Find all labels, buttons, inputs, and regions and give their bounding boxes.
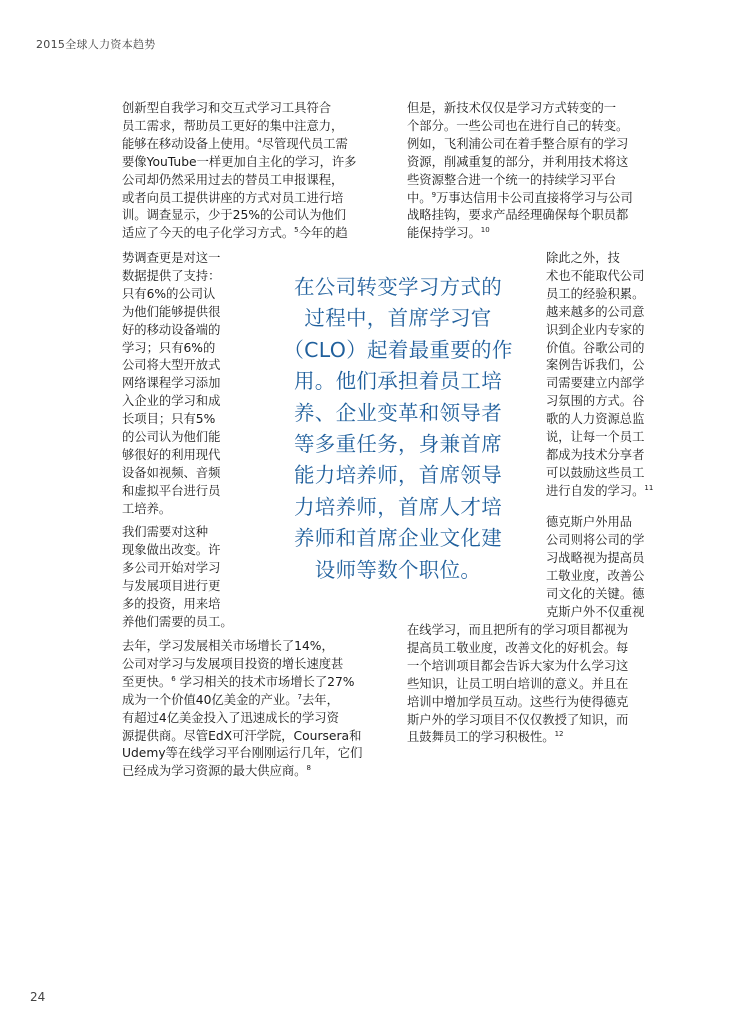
footnote-ref: 4 [257, 136, 262, 145]
right-paragraph-1 [407, 100, 659, 243]
left-p3-a: 去年，学习发展相关市场增长了14%， 公司对学习与发展项目投资的增长速度甚 至更快。 [122, 639, 344, 689]
footnote-ref: 11 [644, 483, 654, 492]
right-paragraph-3-continued [407, 622, 659, 747]
right-p3-wide: 在线学习，而且把所有的学习项目都视为 提高员工敬业度，改善文化的好机会。每 一个培训项目都会告诉大家为什么学习这 些知识，让员工明白培训的意义。并且在 培训中增加学员互动。这些行为使得德克 斯户外的学习项目不仅仅教授了知识，而 且鼓舞员工的学习积极性。 [407, 623, 629, 745]
footnote-ref: 7 [297, 692, 302, 701]
right-paragraph-2 [546, 250, 674, 501]
left-paragraph-1 [122, 100, 380, 243]
left-paragraph-1-continued: 势调查更是对这一 数据提供了支持： 只有6%的公司认 为他们能够提供很 好的移动设备端的 学习；只有6%的 公司将大型开放式 网络课程学习添加 入企业的学习和成 长项目；只有5% 的公司认为他们能 够很好的利用现代 设备如视频、音频 和虚拟平台进行员 工培养。 [122, 251, 221, 516]
footnote-ref: 10 [480, 226, 490, 235]
footnote-ref: 8 [306, 764, 311, 773]
page-number: 24 [30, 990, 46, 1004]
right-p1-b: 万事达信用卡公司直接将学习与公司 战略挂钩，要求产品经理确保每个职员都 能保持学习。 [407, 190, 633, 241]
right-p1-text: 但是，新技术仅仅是学习方式转变的一 个部分。一些公司也在进行自己的转变。 例如，飞利浦公司在着手整合原有的学习 资源，削减重复的部分，并利用技术将这 些资源整合进一个统一的持续学习平台 中。 [407, 101, 629, 205]
footnote-ref: 6 [171, 674, 176, 683]
left-p3-c: 去年， 有超过4亿美金投入了迅速成长的学习资 源提供商。尽管EdX可汗学院，Coursera和 Udemy等在线学习平台刚刚运行几年，它们 已经成为学习资源的最大供应商。 [122, 692, 363, 779]
footnote-ref: 5 [294, 226, 299, 235]
right-p2-text: 除此之外，技 术也不能取代公司 员工的经验积累。 越来越多的公司意 识到企业内专家的 价值。谷歌公司的 案例告诉我们，公 司需要建立内部学 习氛围的方式。谷 歌的人力资源总监 说，让每一个员工 都成为技术分享者 可以鼓励这些员工 进行自发的学习。 [546, 251, 645, 498]
left-paragraph-2: 我们需要对这种 现象做出改变。许 多公司开始对学习 与发展项目进行更 多的投资，用来培 养他们需要的员工。 [122, 525, 233, 629]
left-p1-tail: 今年的趋 [298, 226, 348, 241]
right-paragraph-3: 德克斯户外用品 公司则将公司的学 习战略视为提高员 工敬业度，改善公 司文化的关键。德 克斯户外不仅重视 [546, 515, 645, 619]
left-p3-b: 学习相关的技术市场增长了27% 成为一个价值40亿美金的产业。 [122, 674, 355, 707]
footnote-ref: 9 [431, 190, 437, 199]
left-p1-text: 创新型自我学习和交互式学习工具符合 员工需求，帮助员工更好的集中注意力， 能够在移动设备上使用。 [122, 101, 344, 151]
pull-quote: 在公司转变学习方式的 过程中，首席学习官 （CLO）起着最重要的作 用。他们承担着员工培 养、企业变革和领导者 等多重任务，身兼首席 能力培养师，首席领导 力培养师，首席人才培 养师和首席企业文化建 设师等数个职位。 [283, 275, 513, 582]
footnote-ref: 12 [554, 730, 564, 739]
left-paragraph-3 [122, 638, 380, 781]
running-header: 2015全球人力资本趋势 [36, 38, 156, 51]
left-p1-cont: 尽管现代员工需 要像YouTube一样更加自主化的学习，许多 公司却仍然采用过去的替员工申报课程， 或者向员工提供讲座的方式对员工进行培 训。调查显示，少于25%的公司认为他们 适应了今天的电子化学习方式。 [122, 136, 357, 241]
